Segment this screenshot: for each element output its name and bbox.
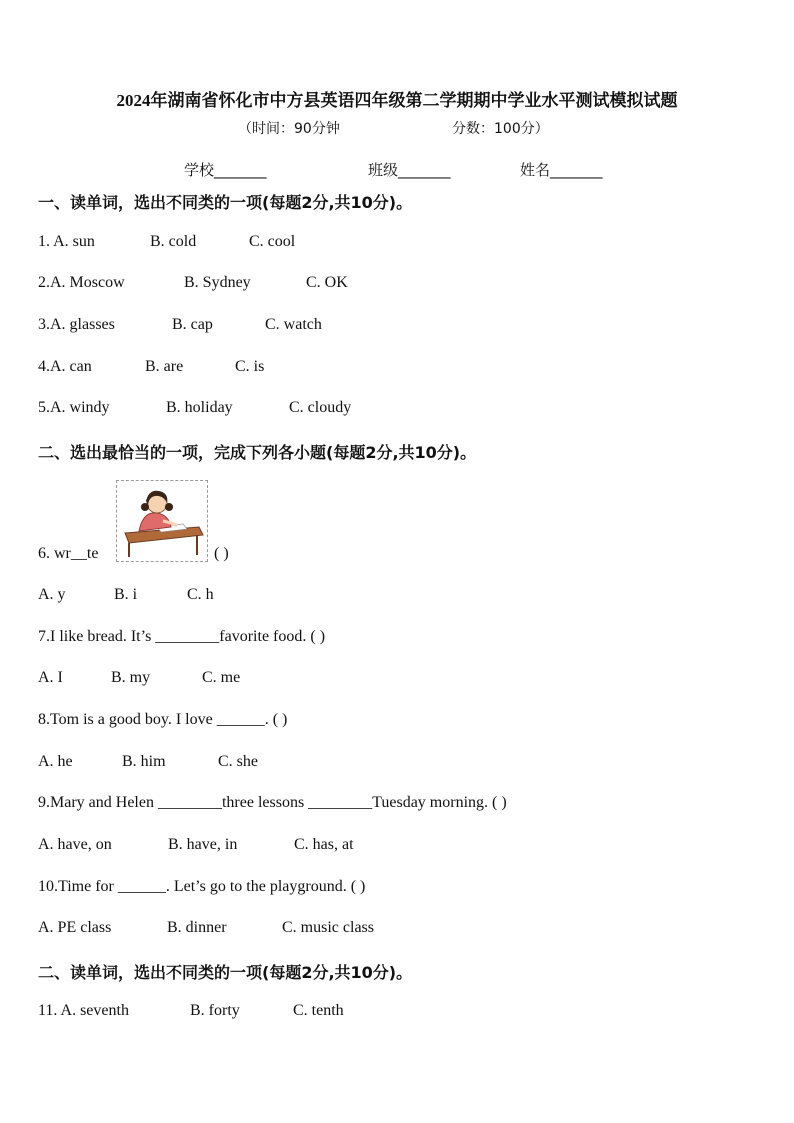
q3-option-c: C. watch <box>265 316 322 333</box>
q1-option-c: C. cool <box>249 233 296 250</box>
exam-time: （时间：90分钟 <box>238 121 340 137</box>
q9-option-c: C. has, at <box>294 836 354 853</box>
name-field: 姓名_______ <box>520 161 603 179</box>
q10-option-c: C. music class <box>282 919 374 936</box>
q9-stem: 9.Mary and Helen ________three lessons ________Tuesday morning. ( ) <box>38 794 507 811</box>
q11-option-c: C. tenth <box>293 1002 344 1019</box>
q6-answer-blank: ( ) <box>214 545 229 562</box>
q5-option-c: C. cloudy <box>289 399 352 416</box>
q7-option-a: A. I <box>38 669 63 686</box>
exam-score: 分数：100分） <box>452 121 549 137</box>
q7-option-c: C. me <box>202 669 241 686</box>
q10-stem: 10.Time for ______. Let’s go to the playground. ( ) <box>38 878 366 895</box>
q1-option-a: 1. A. sun <box>38 233 95 250</box>
class-field: 班级_______ <box>368 161 451 179</box>
section-3-heading: 二、读单词，选出不同类的一项(每题2分,共10分)。 <box>38 963 413 982</box>
q4-option-a: 4.A. can <box>38 358 92 375</box>
q2-option-c: C. OK <box>306 274 348 291</box>
q10-option-b: B. dinner <box>167 919 227 936</box>
q6-option-a: A. y <box>38 586 66 603</box>
question-1 <box>38 233 95 251</box>
q5-option-b: B. holiday <box>166 399 233 416</box>
girl-writing-image <box>116 480 208 562</box>
q2-option-b: B. Sydney <box>184 274 251 291</box>
q6-stem: 6. wr__te <box>38 545 99 562</box>
q6-option-b: B. i <box>114 586 138 603</box>
q2-option-a: 2.A. Moscow <box>38 274 125 291</box>
q9-option-b: B. have, in <box>168 836 238 853</box>
q11-option-a: 11. A. seventh <box>38 1002 129 1019</box>
q9-option-a: A. have, on <box>38 836 112 853</box>
q6-option-c: C. h <box>187 586 214 603</box>
q8-stem: 8.Tom is a good boy. I love ______. ( ) <box>38 711 288 728</box>
q7-option-b: B. my <box>111 669 151 686</box>
q11-option-b: B. forty <box>190 1002 240 1019</box>
q8-option-b: B. him <box>122 753 166 770</box>
q5-option-a: 5.A. windy <box>38 399 110 416</box>
q8-option-a: A. he <box>38 753 73 770</box>
q3-option-b: B. cap <box>172 316 213 333</box>
q7-stem: 7.I like bread. It’s ________favorite food. ( ) <box>38 628 326 645</box>
school-field: 学校_______ <box>184 161 267 179</box>
q4-option-c: C. is <box>235 358 265 375</box>
section-2-heading: 二、选出最恰当的一项，完成下列各小题(每题2分,共10分)。 <box>38 443 477 462</box>
page-title: 2024年湖南省怀化市中方县英语四年级第二学期期中学业水平测试模拟试题 <box>116 91 678 110</box>
q3-option-a: 3.A. glasses <box>38 316 115 333</box>
q4-option-b: B. are <box>145 358 184 375</box>
section-1-heading: 一、读单词，选出不同类的一项(每题2分,共10分)。 <box>38 193 413 212</box>
q10-option-a: A. PE class <box>38 919 112 936</box>
q1-option-b: B. cold <box>150 233 197 250</box>
q8-option-c: C. she <box>218 753 258 770</box>
